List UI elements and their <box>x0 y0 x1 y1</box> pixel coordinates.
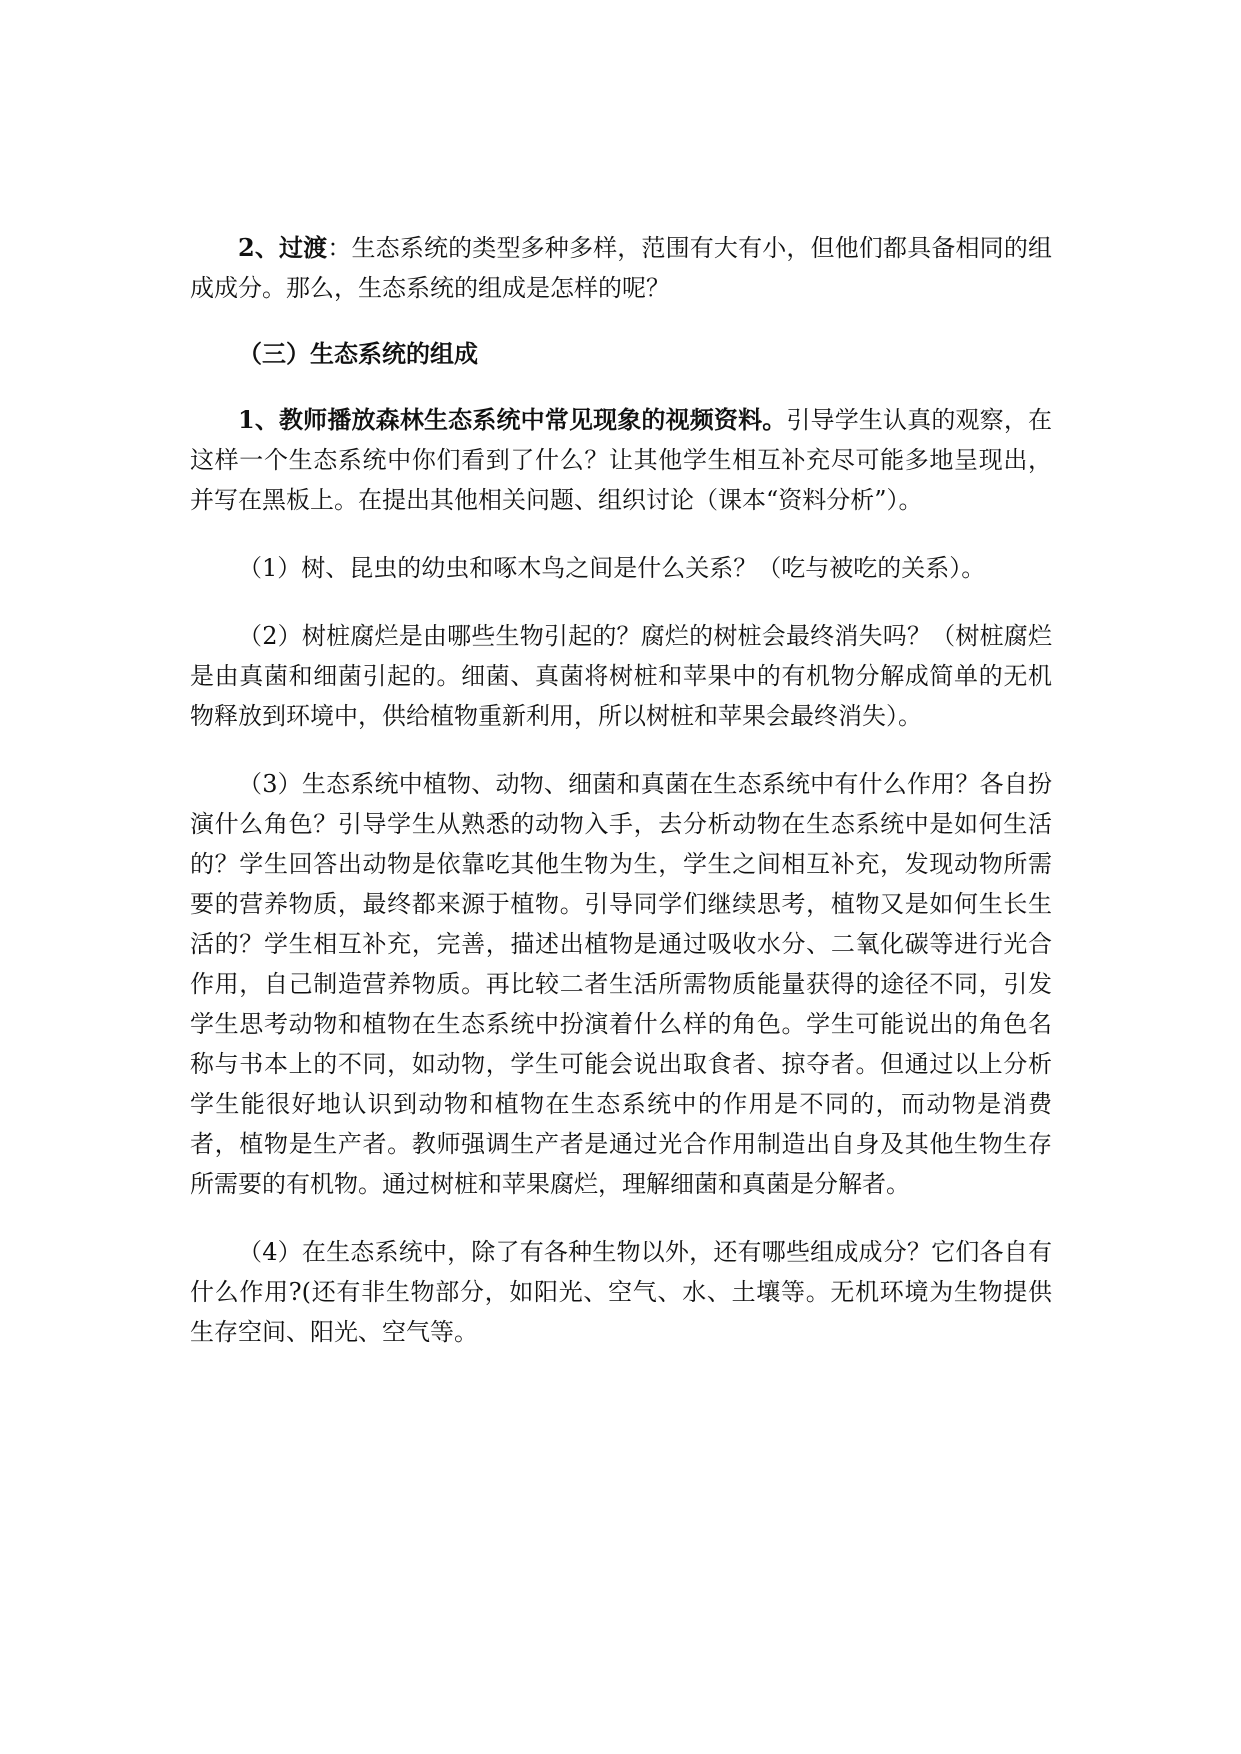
question-3: （3）生态系统中植物、动物、细菌和真菌在生态系统中有什么作用？各自扮演什么角色？引导学生从熟悉的动物入手，去分析动物在生态系统中是如何生活的？学生回答出动物是依靠吃其他生物为生，学生之间相互补充，发现动物所需要的营养物质，最终都来源于植物。引导同学们继续思考，植物又是如何生长生活的？学生相互补充，完善，描述出植物是通过吸收水分、二氧化碳等进行光合作用，自己制造营养物质。再比较二者生活所需物质能量获得的途径不同，引发学生思考动物和植物在生态系统中扮演着什么样的角色。学生可能说出的角色名称与书本上的不同，如动物，学生可能会说出取食者、掠夺者。但通过以上分析学生能很好地认识到动物和植物在生态系统中的作用是不同的，而动物是消费者，植物是生产者。教师强调生产者是通过光合作用制造出自身及其他生物生存所需要的有机物。通过树桩和苹果腐烂，理解细菌和真菌是分解者。 <box>190 770 1052 1198</box>
item1-text: 引导学生认真的观察，在这样一个生态系统中你们看到了什么？让其他学生相互补充尽可能多地呈现出，并写在黑板上。在提出其他相关问题、组织讨论（课本“资料分析”）。 <box>190 406 1052 514</box>
question-1: （1）树、昆虫的幼虫和啄木鸟之间是什么关系？（吃与被吃的关系）。 <box>238 554 986 582</box>
document-page <box>190 228 1052 1352</box>
transition-label: 2、过渡 <box>238 233 328 262</box>
section-heading: （三）生态系统的组成 <box>238 339 478 368</box>
question-2: （2）树桩腐烂是由哪些生物引起的？腐烂的树桩会最终消失吗？（树桩腐烂是由真菌和细菌引起的。细菌、真菌将树桩和苹果中的有机物分解成简单的无机物释放到环境中，供给植物重新利用，所以树桩和苹果会最终消失）。 <box>190 622 1052 730</box>
transition-paragraph <box>190 228 1052 308</box>
item1-bold-text: 1、教师播放森林生态系统中常见现象的视频资料。 <box>238 405 787 434</box>
item1-paragraph <box>190 400 1052 520</box>
transition-text: ：生态系统的类型多种多样，范围有大有小，但他们都具备相同的组成成分。那么，生态系统的组成是怎样的呢？ <box>190 234 1052 302</box>
question-4: （4）在生态系统中，除了有各种生物以外，还有哪些组成成分？它们各自有什么作用?(还有非生物部分，如阳光、空气、水、土壤等。无机环境为生物提供生存空间、阳光、空气等。 <box>190 1238 1052 1346</box>
